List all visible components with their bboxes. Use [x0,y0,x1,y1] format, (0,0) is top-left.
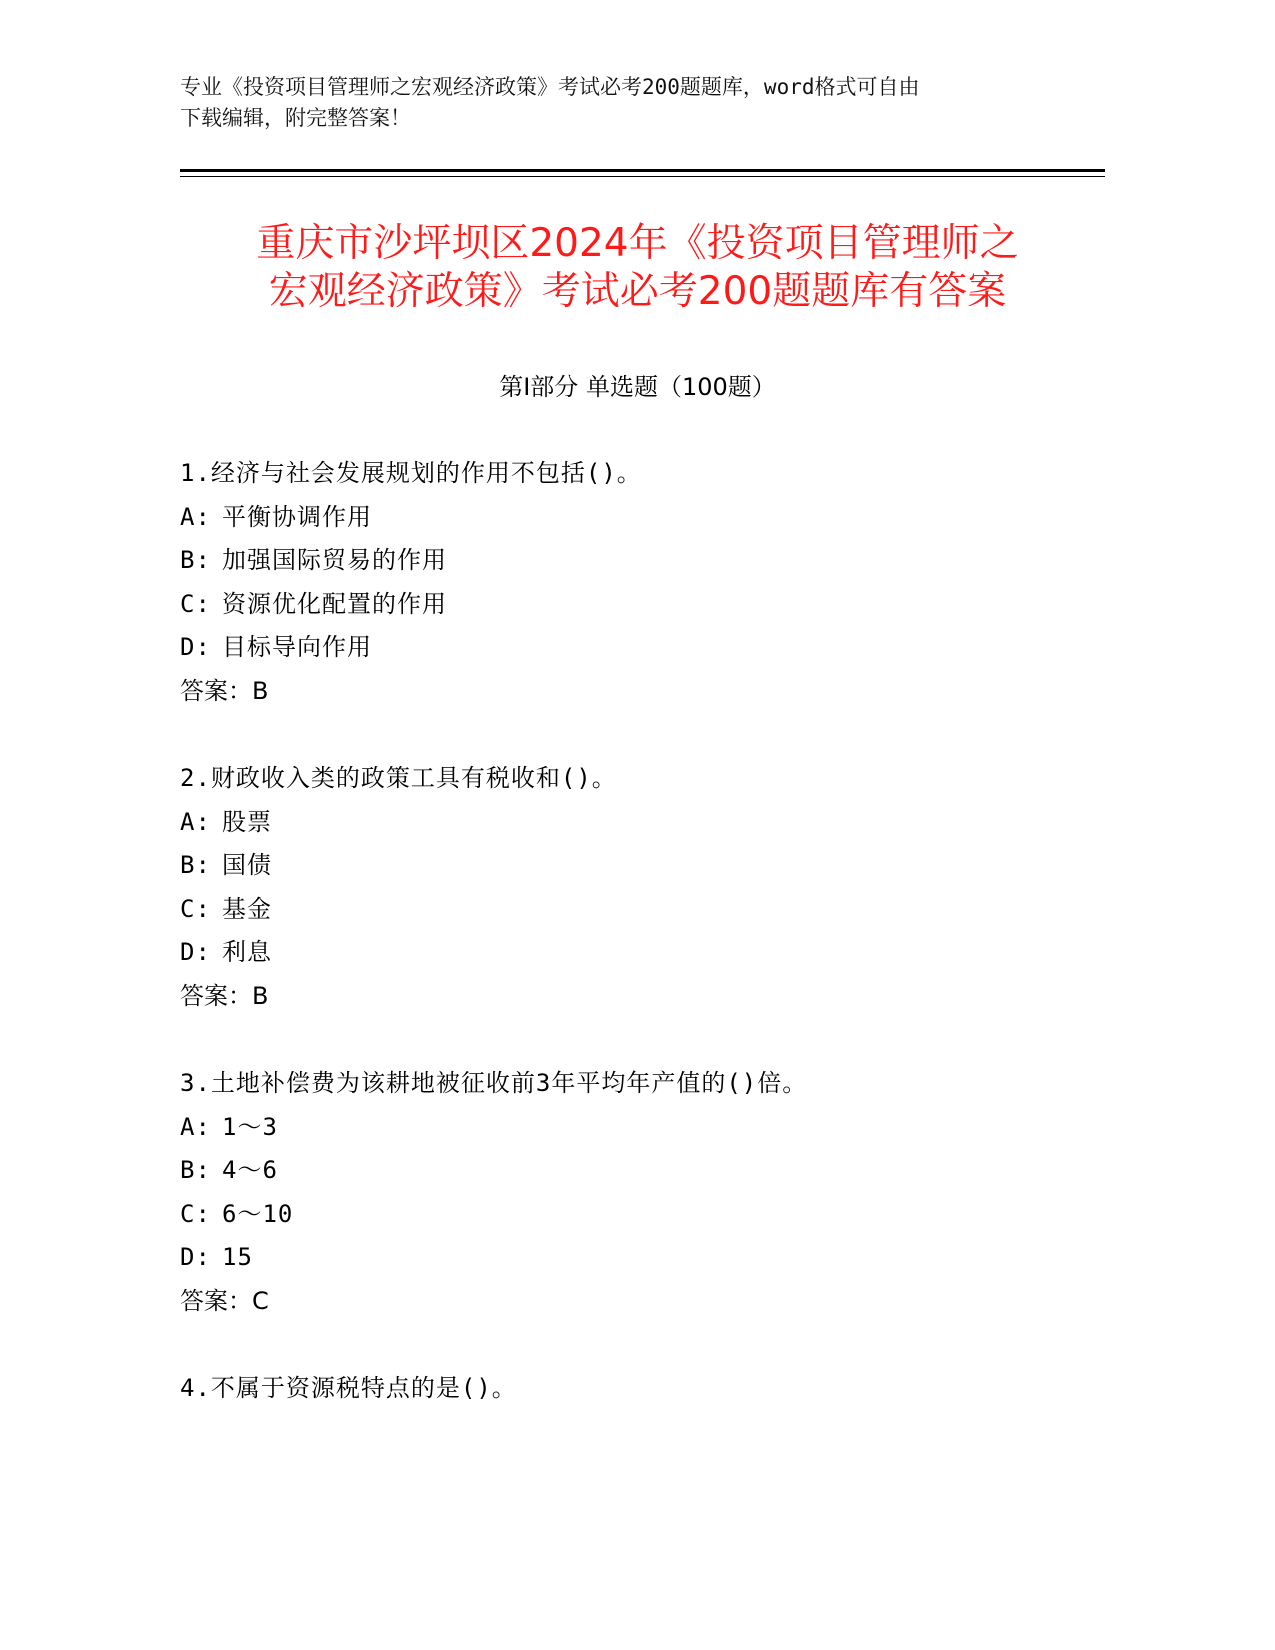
option-label: B: [180,546,211,575]
option-d [180,1240,1080,1284]
option-text: 15 [222,1243,253,1272]
question-stem: 3.土地补偿费为该耕地被征收前3年平均年产值的()倍。 [180,1069,808,1097]
option-label: A: [180,807,211,836]
document-title [150,220,1125,316]
option-c [180,587,1080,631]
option-b [180,543,1080,587]
option-label: C: [180,589,211,618]
option-a [180,1110,1080,1154]
question-3 [180,1066,1080,1328]
question-4 [180,1371,1080,1415]
option-text: 资源优化配置的作用 [222,589,447,618]
option-label: B: [180,851,211,880]
option-b [180,1153,1080,1197]
question-stem: 4.不属于资源税特点的是()。 [180,1374,517,1402]
option-text: 加强国际贸易的作用 [222,546,447,575]
option-text: 6～10 [222,1199,294,1228]
option-label: A: [180,1112,211,1141]
option-text: 利息 [222,938,272,967]
header-divider-thin [180,176,1105,177]
option-label: C: [180,894,211,923]
option-label: B: [180,1156,211,1185]
option-d [180,630,1080,674]
answer: 答案：B [180,981,269,1010]
option-d [180,935,1080,979]
question-2 [180,761,1080,1023]
answer: 答案：B [180,676,269,705]
option-text: 股票 [222,807,272,836]
option-label: D: [180,633,211,662]
option-text: 4～6 [222,1156,278,1185]
option-label: D: [180,1243,211,1272]
option-a [180,500,1080,544]
option-text: 平衡协调作用 [222,502,372,531]
document-title-line-1: 重庆市沙坪坝区2024年《投资项目管理师之 [256,221,1019,266]
option-label: C: [180,1199,211,1228]
document-title-line-2: 宏观经济政策》考试必考200题题库有答案 [268,269,1007,314]
header-note-line-1: 专业《投资项目管理师之宏观经济政策》考试必考200题题库，word格式可自由 [180,75,920,99]
option-label: A: [180,502,211,531]
answer: 答案：C [180,1286,269,1315]
option-b [180,848,1080,892]
question-stem: 2.财政收入类的政策工具有税收和()。 [180,764,617,792]
option-label: D: [180,938,211,967]
header-note-line-2: 下载编辑，附完整答案！ [180,106,411,130]
option-c [180,892,1080,936]
option-text: 基金 [222,894,272,923]
option-c [180,1197,1080,1241]
option-a [180,805,1080,849]
question-1 [180,456,1080,718]
option-text: 1～3 [222,1112,278,1141]
question-stem: 1.经济与社会发展规划的作用不包括()。 [180,459,642,487]
header-note [180,72,1060,134]
option-text: 国债 [222,851,272,880]
option-text: 目标导向作用 [222,633,372,662]
section-title: 第Ⅰ部分 单选题（100题） [499,373,776,401]
header-divider-thick [180,169,1105,172]
